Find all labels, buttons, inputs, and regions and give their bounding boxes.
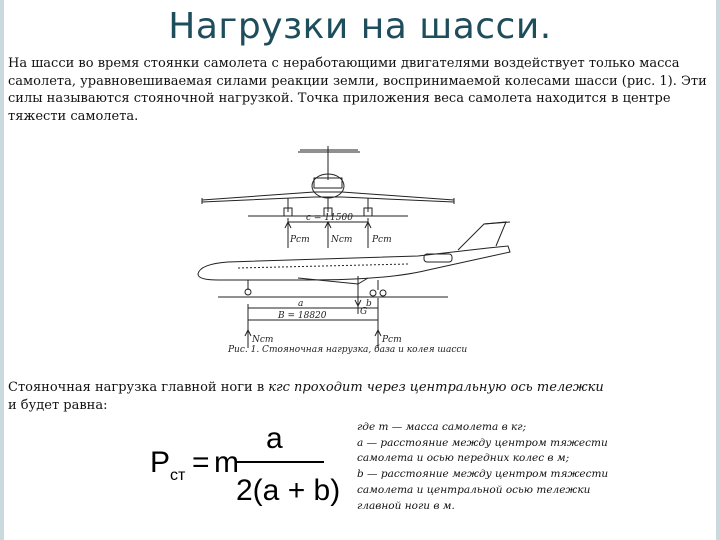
slide-title: Нагрузки на шасси. — [168, 6, 552, 47]
load-formula — [148, 420, 358, 520]
gravity-label: G — [360, 307, 368, 317]
intro-paragraph: На шасси во время стоянки самолета с неработающими двигателями воздействует только масса самолета, уравновешиваемая силами реакции земли, воспринимаемой колесами шасси (рис. 1). Эти силы называются стояночной нагрузкой. Точка приложения веса самолета находится в центре тяжести самолета. — [8, 56, 707, 124]
dim-a-label: а — [298, 299, 304, 309]
formula-lhs: P — [150, 446, 171, 479]
formula-denominator: 2(a + b) — [236, 474, 341, 507]
formula-legend — [357, 420, 657, 514]
legend-line-4: b — расстояние между центром тяжести — [357, 468, 609, 481]
main-load-text-end: и будет равна: — [8, 397, 108, 413]
main-load-text-italic: кгс проходит через центральную ось тележки — [268, 380, 604, 395]
legend-line-3: самолета и осью передних колес в м; — [357, 452, 570, 465]
dim-b-label: b — [366, 299, 372, 309]
main-p-label: Pст — [382, 335, 402, 345]
figure-caption: Рис. 1. Стояночная нагрузка, база и колея шасси — [228, 345, 468, 355]
legend-line-5: самолета и центральной осью тележки — [357, 483, 591, 496]
side-fuselage — [198, 246, 510, 280]
slide-frame-right — [716, 0, 720, 540]
main-load-paragraph — [8, 379, 708, 414]
front-n-label: Nст — [331, 235, 353, 245]
formula-eq: = — [192, 446, 210, 479]
base-label: В = 18820 — [278, 311, 327, 321]
front-p-right-label: Pст — [372, 235, 392, 245]
main-load-text-start: Стояночная нагрузка главной ноги в — [8, 380, 269, 395]
side-tail-fin — [458, 222, 506, 250]
track-label: с = 11500 — [306, 213, 353, 223]
aircraft-diagram — [188, 138, 550, 362]
nose-n-label: Nст — [252, 335, 274, 345]
legend-line-2: а — расстояние между центром тяжести — [357, 436, 608, 449]
front-p-left-label: Pст — [290, 235, 310, 245]
formula-numerator: a — [266, 422, 283, 455]
legend-line-6: главной ноги в м. — [357, 499, 455, 512]
formula-m: m — [214, 446, 239, 479]
slide-frame-left — [0, 0, 4, 540]
formula-lhs-sub: ст — [170, 467, 186, 484]
legend-line-1: где m — масса самолета в кг; — [357, 421, 527, 433]
